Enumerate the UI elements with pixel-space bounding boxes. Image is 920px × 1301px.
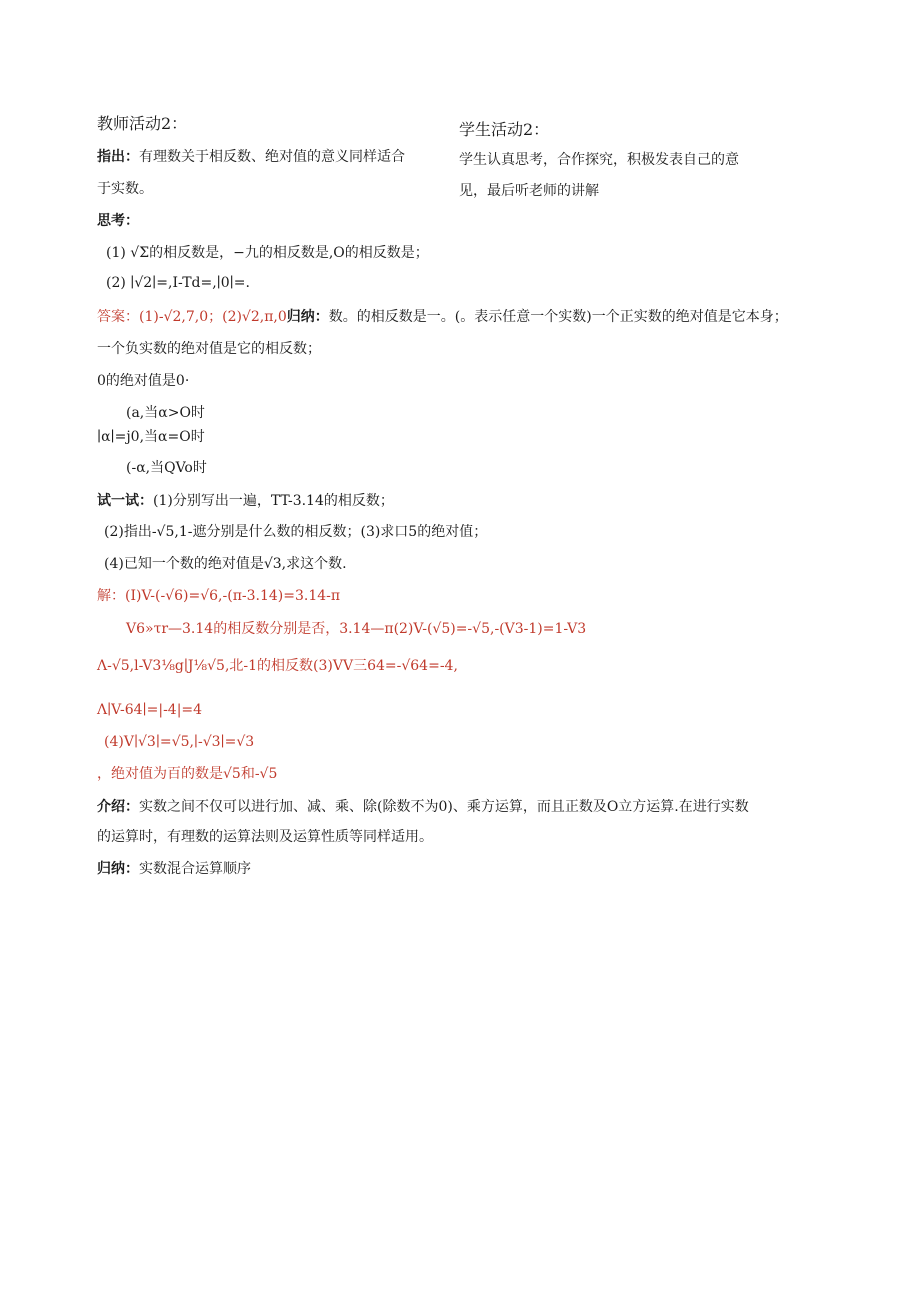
solution-line-5: (4)V∣√3∣=√5,∣-√3∣=√3 bbox=[104, 734, 255, 750]
piecewise-case-2: ∣α∣=j0,当α=O时 bbox=[97, 429, 205, 445]
summary-label: 归纳： bbox=[97, 861, 139, 877]
intro-text-1: 实数之间不仅可以进行加、减、乘、除(除数不为0)、乘方运算，而且正数及O立方运算.在进行实数 bbox=[139, 799, 749, 815]
conclusion-label: 归纳： bbox=[286, 309, 329, 325]
point-label: 指出： bbox=[97, 149, 139, 165]
try-question-2: (2)指出-√5,1-遮分别是什么数的相反数；(3)求口5的绝对值； bbox=[104, 524, 488, 540]
intro-label: 介绍： bbox=[97, 799, 139, 815]
teacher-activity-heading: 教师活动2： bbox=[97, 114, 188, 133]
student-text-2: 见，最后听老师的讲解 bbox=[459, 183, 599, 199]
answer-red-text: 答案：(1)-√2,7,0；(2)√2,π,0 bbox=[97, 309, 287, 325]
solution-line-4: Λ∣V-64∣=|-4|=4 bbox=[97, 702, 203, 718]
intro-text-2: 的运算时，有理数的运算法则及运算性质等同样适用。 bbox=[97, 829, 433, 845]
piecewise-case-3: (-α,当QVo时 bbox=[126, 460, 207, 476]
try-label: 试一试： bbox=[97, 493, 153, 509]
solution-line-2: V6»τr—3.14的相反数分别是否，3.14—π(2)V-(√5)=-√5,-(V3-1)=1-V3 bbox=[126, 621, 587, 637]
intro-line-1 bbox=[97, 798, 749, 816]
try-question-1: (1)分别写出一遍，TT-3.14的相反数； bbox=[153, 493, 394, 509]
conclusion-text: 数。的相反数是一。(。表示任意一个实数)一个正实数的绝对值是它本身； bbox=[328, 309, 788, 325]
student-text-1: 学生认真思考，合作探究，积极发表自己的意 bbox=[459, 152, 739, 168]
summary-line bbox=[97, 860, 251, 878]
answer-line bbox=[97, 308, 788, 326]
conclusion-line-2: 一个负实数的绝对值是它的相反数； bbox=[97, 341, 321, 357]
point-text-2: 于实数。 bbox=[97, 181, 153, 197]
try-question-3: (4)已知一个数的绝对值是√3,求这个数. bbox=[104, 556, 347, 572]
think-label: 思考： bbox=[97, 213, 139, 229]
try-line-1 bbox=[97, 492, 394, 510]
solution-line-1: 解：(I)V-(-√6)=√6,-(π-3.14)=3.14-π bbox=[97, 588, 341, 604]
student-activity-heading: 学生活动2： bbox=[459, 120, 550, 139]
think-question-1: (1) √Σ的相反数是，−九的相反数是,O的相反数是； bbox=[106, 245, 429, 261]
solution-line-3: Λ-√5,l-V3⅛g∣J⅛√5,北-1的相反数(3)VV三64=-√64=-4, bbox=[97, 658, 458, 674]
point-line-1 bbox=[97, 148, 405, 166]
piecewise-case-1: (a,当α>O时 bbox=[126, 405, 205, 421]
summary-text: 实数混合运算顺序 bbox=[139, 861, 251, 877]
conclusion-line-3: 0的绝对值是0· bbox=[97, 373, 190, 389]
solution-line-6: ，绝对值为百的数是√5和-√5 bbox=[97, 766, 278, 782]
point-text-1: 有理数关于相反数、绝对值的意义同样适合 bbox=[139, 149, 405, 165]
think-question-2: (2) ∣√2∣=,I-Td=,∣0∣=. bbox=[106, 275, 250, 291]
